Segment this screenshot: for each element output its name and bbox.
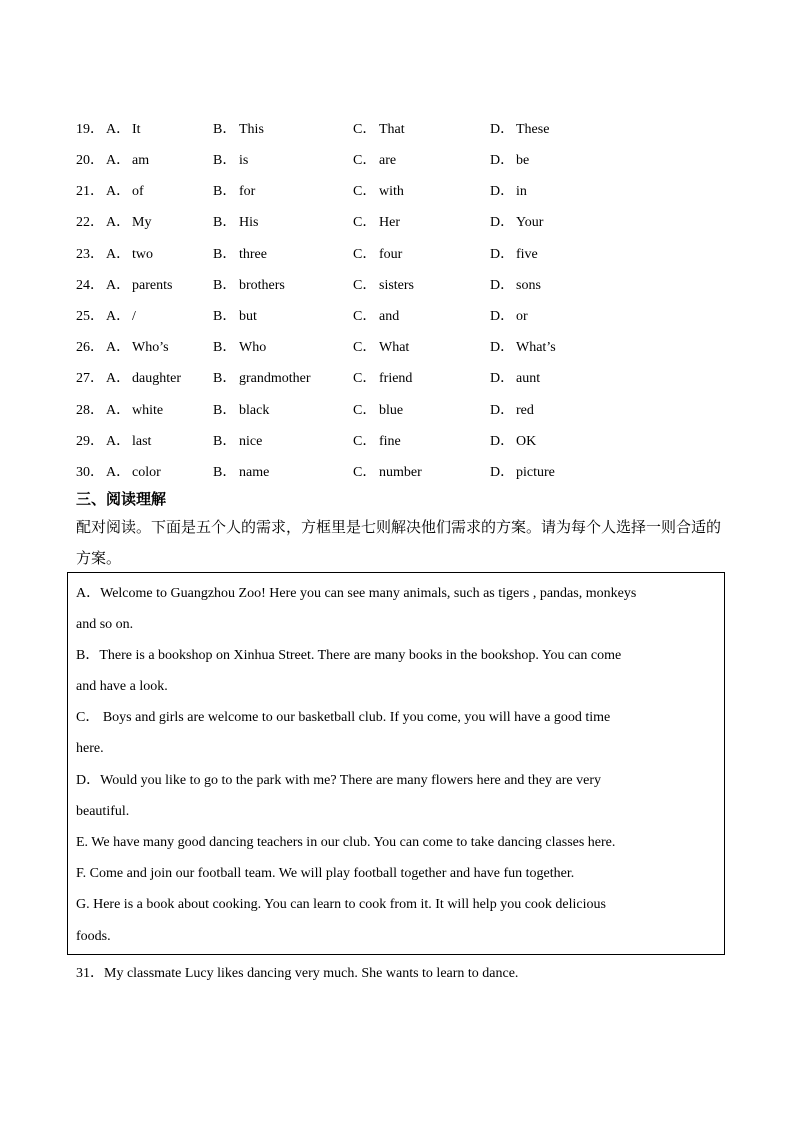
option-text: These (516, 122, 550, 137)
question-row (76, 463, 716, 483)
option-c (353, 401, 403, 421)
option-a (106, 432, 151, 452)
option-letter: C． (353, 247, 377, 262)
option-text: That (379, 122, 405, 137)
option-a (106, 276, 172, 296)
option-letter: B． (213, 309, 237, 324)
option-letter: B． (213, 247, 237, 262)
option-letter: B． (213, 371, 237, 386)
option-a (106, 182, 144, 202)
option-text: grandmother (239, 371, 311, 386)
option-text: color (132, 465, 161, 480)
option-text: with (379, 184, 404, 199)
option-a (106, 245, 153, 265)
option-c (353, 182, 404, 202)
option-c (353, 369, 412, 389)
option-d (490, 463, 555, 483)
option-b (213, 369, 311, 389)
option-text: red (516, 403, 534, 418)
option-text: Who’s (132, 340, 169, 355)
box-line: C． Boys and girls are welcome to our basketball club. If you come, you will have a good time (76, 710, 611, 725)
option-text: sisters (379, 278, 414, 293)
option-d (490, 120, 549, 140)
option-text: Her (379, 215, 400, 230)
option-letter: D． (490, 465, 515, 480)
option-text: and (379, 309, 400, 324)
option-text: black (239, 403, 270, 418)
option-letter: C． (353, 309, 377, 324)
option-c (353, 213, 400, 233)
option-a (106, 369, 181, 389)
option-letter: A． (106, 403, 131, 418)
option-a (106, 338, 169, 358)
option-b (213, 245, 267, 265)
option-b (213, 213, 258, 233)
option-d (490, 245, 538, 265)
option-letter: D． (490, 403, 515, 418)
option-b (213, 151, 248, 171)
option-b (213, 401, 269, 421)
option-letter: A． (106, 371, 131, 386)
option-text: nice (239, 434, 263, 449)
option-text: last (132, 434, 152, 449)
option-letter: D． (490, 247, 515, 262)
option-text: What (379, 340, 410, 355)
question-number: 22． (76, 215, 104, 230)
option-letter: A． (106, 278, 131, 293)
option-text: five (516, 247, 538, 262)
option-letter: D． (490, 153, 515, 168)
option-c (353, 151, 396, 171)
option-b (213, 120, 264, 140)
option-text: parents (132, 278, 173, 293)
option-letter: C． (353, 340, 377, 355)
box-line: F. Come and join our football team. We will play football together and have fun together. (76, 866, 575, 881)
option-letter: A． (106, 434, 131, 449)
options-box (67, 572, 725, 955)
box-line: beautiful. (76, 804, 130, 819)
question-row (76, 213, 716, 233)
option-letter: C． (353, 122, 377, 137)
option-text: am (132, 153, 150, 168)
box-line: and so on. (76, 617, 134, 632)
box-line: foods. (76, 929, 111, 944)
option-letter: C． (353, 465, 377, 480)
box-line: B．There is a bookshop on Xinhua Street. There are many books in the bookshop. You can come (76, 648, 622, 663)
option-c (353, 120, 405, 140)
option-text: This (239, 122, 264, 137)
option-letter: A． (106, 153, 131, 168)
option-letter: D． (490, 371, 515, 386)
option-letter: B． (213, 278, 237, 293)
option-b (213, 432, 262, 452)
option-text: aunt (516, 371, 541, 386)
option-letter: C． (353, 153, 377, 168)
box-line: E. We have many good dancing teachers in our club. You can come to take dancing classes here. (76, 835, 616, 850)
option-letter: A． (106, 215, 131, 230)
option-letter: D． (490, 184, 515, 199)
option-a (106, 151, 149, 171)
question-31: 31．My classmate Lucy likes dancing very much. She wants to learn to dance. (76, 966, 519, 981)
option-text: three (239, 247, 267, 262)
question-number: 19． (76, 122, 104, 137)
question-number: 27． (76, 371, 104, 386)
question-row (76, 245, 716, 265)
question-number: 24． (76, 278, 104, 293)
option-letter: B． (213, 403, 237, 418)
option-letter: D． (490, 309, 515, 324)
option-text: daughter (132, 371, 181, 386)
option-text: blue (379, 403, 404, 418)
option-letter: D． (490, 122, 515, 137)
box-line: and have a look. (76, 679, 168, 694)
option-text: are (379, 153, 397, 168)
option-text: It (132, 122, 141, 137)
option-text: name (239, 465, 270, 480)
option-d (490, 338, 556, 358)
option-letter: B． (213, 340, 237, 355)
option-letter: B． (213, 122, 237, 137)
question-number: 23． (76, 247, 104, 262)
option-d (490, 432, 536, 452)
option-text: sons (516, 278, 541, 293)
option-text: but (239, 309, 257, 324)
option-b (213, 307, 257, 327)
option-letter: C． (353, 434, 377, 449)
option-c (353, 338, 409, 358)
option-letter: A． (106, 340, 131, 355)
option-text: of (132, 184, 144, 199)
option-a (106, 401, 163, 421)
question-number: 28． (76, 403, 104, 418)
option-c (353, 276, 414, 296)
option-text: friend (379, 371, 413, 386)
option-text: white (132, 403, 164, 418)
option-text: His (239, 215, 259, 230)
option-a (106, 307, 136, 327)
option-text: picture (516, 465, 555, 480)
option-text: Who (239, 340, 267, 355)
option-d (490, 182, 527, 202)
option-text: My (132, 215, 152, 230)
question-row (76, 401, 716, 421)
option-text: Your (516, 215, 544, 230)
question-row (76, 432, 716, 452)
option-letter: C． (353, 184, 377, 199)
option-d (490, 307, 528, 327)
option-a (106, 463, 161, 483)
section-title: 三、阅读理解 (76, 490, 167, 508)
box-line: G. Here is a book about cooking. You can learn to cook from it. It will help you cook delicious (76, 897, 606, 912)
option-letter: D． (490, 215, 515, 230)
question-row (76, 369, 716, 389)
option-text: be (516, 153, 530, 168)
option-b (213, 276, 285, 296)
question-row (76, 276, 716, 296)
option-c (353, 463, 422, 483)
option-b (213, 463, 269, 483)
option-letter: D． (490, 434, 515, 449)
question-number: 20． (76, 153, 104, 168)
question-number: 21． (76, 184, 104, 199)
option-b (213, 338, 266, 358)
section-instructions: 配对阅读。下面是五个人的需求，方框里是七则解决他们需求的方案。请为每个人选择一则合适的方案。 (76, 518, 722, 567)
box-line: A．Welcome to Guangzhou Zoo! Here you can see many animals, such as tigers , pandas, monkeys (76, 586, 637, 601)
question-row (76, 151, 716, 171)
option-letter: B． (213, 434, 237, 449)
option-letter: C． (353, 215, 377, 230)
option-letter: B． (213, 184, 237, 199)
option-text: four (379, 247, 403, 262)
option-letter: A． (106, 465, 131, 480)
question-row (76, 182, 716, 202)
option-text: / (132, 309, 136, 324)
option-letter: A． (106, 309, 131, 324)
option-text: fine (379, 434, 401, 449)
option-text: OK (516, 434, 537, 449)
question-number: 29． (76, 434, 104, 449)
option-letter: A． (106, 122, 131, 137)
option-letter: A． (106, 184, 131, 199)
option-d (490, 151, 529, 171)
option-letter: B． (213, 215, 237, 230)
option-text: for (239, 184, 256, 199)
option-c (353, 432, 401, 452)
box-line: here. (76, 741, 104, 756)
question-number: 25． (76, 309, 104, 324)
option-text: two (132, 247, 153, 262)
option-c (353, 307, 399, 327)
option-a (106, 120, 141, 140)
option-text: in (516, 184, 527, 199)
option-a (106, 213, 151, 233)
question-row (76, 120, 716, 140)
option-d (490, 213, 543, 233)
option-text: brothers (239, 278, 285, 293)
question-number: 26． (76, 340, 104, 355)
option-b (213, 182, 255, 202)
option-letter: D． (490, 278, 515, 293)
option-letter: B． (213, 153, 237, 168)
question-row (76, 307, 716, 327)
option-letter: B． (213, 465, 237, 480)
option-letter: A． (106, 247, 131, 262)
option-d (490, 276, 541, 296)
question-row (76, 338, 716, 358)
option-letter: C． (353, 403, 377, 418)
option-letter: C． (353, 371, 377, 386)
option-d (490, 401, 534, 421)
option-text: or (516, 309, 528, 324)
option-text: number (379, 465, 422, 480)
option-letter: C． (353, 278, 377, 293)
box-line: D．Would you like to go to the park with me? There are many flowers here and they are very (76, 773, 601, 788)
option-c (353, 245, 402, 265)
option-letter: D． (490, 340, 515, 355)
option-d (490, 369, 540, 389)
option-text: is (239, 153, 249, 168)
option-text: What’s (516, 340, 556, 355)
question-number: 30． (76, 465, 104, 480)
